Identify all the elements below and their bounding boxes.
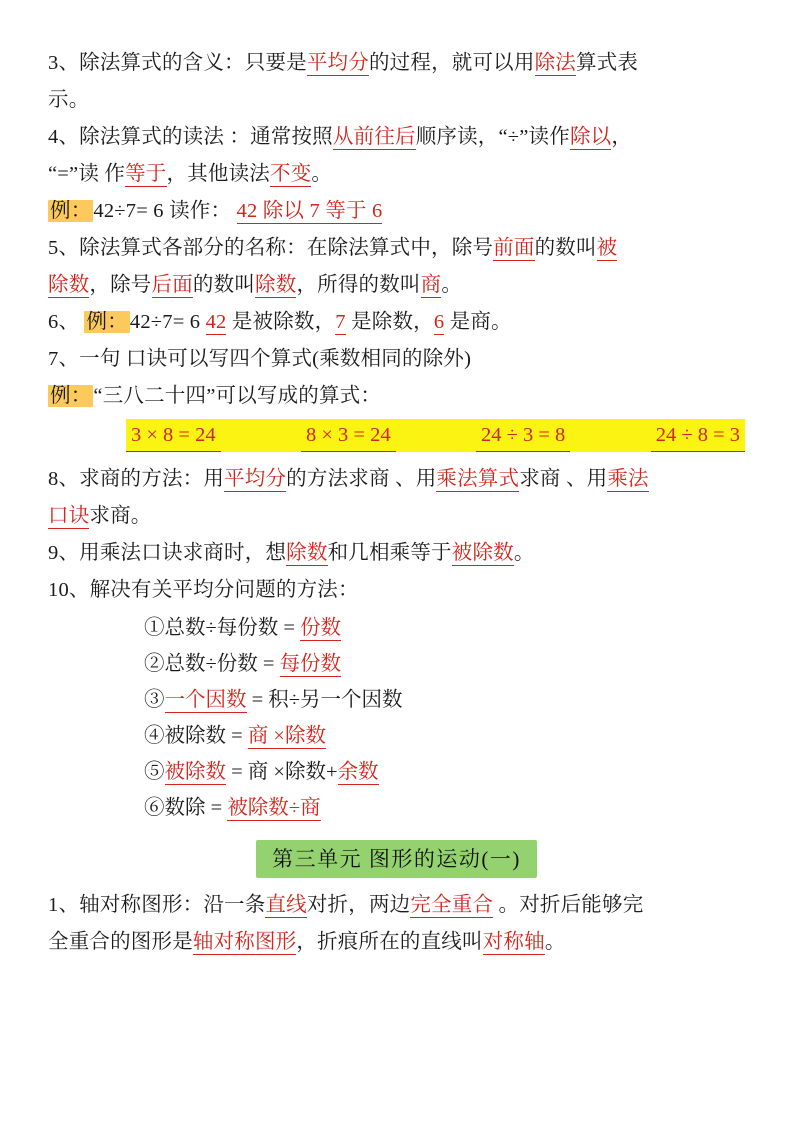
text-line <box>48 46 745 80</box>
text-line <box>48 268 745 302</box>
text-span: 和几相乘等于 <box>327 542 452 564</box>
text-span: 被除数÷商 <box>227 797 321 819</box>
text-span: “三八二十四”可以写成的算式： <box>93 385 382 407</box>
text-span: 被 <box>596 237 618 259</box>
text-span: ②总数÷份数 = <box>144 653 280 675</box>
text-span: ⑤ <box>144 761 165 783</box>
text-span: 的方法求商 、用 <box>286 468 437 490</box>
text-span: 平均分 <box>306 52 369 74</box>
text-span: 示。 <box>48 89 90 111</box>
equation-cell: 3 × 8 = 24 <box>126 419 221 452</box>
text-line <box>48 925 745 959</box>
text-line <box>48 342 745 376</box>
example-line <box>48 379 745 413</box>
text-span: = 商 ×除数+ <box>226 761 338 783</box>
text-span: 对折，两边 <box>306 894 411 916</box>
equation-gap <box>221 419 301 452</box>
example-line <box>48 305 745 339</box>
text-span: 口诀 <box>48 505 90 527</box>
text-span: 7、一句 口诀可以写四个算式(乘数相同的除外) <box>48 348 472 370</box>
text-span: 。 <box>441 274 463 296</box>
text-span: 算式表 <box>575 52 639 74</box>
text-span: = 积÷另一个因数 <box>246 689 403 711</box>
text-span: 不变 <box>270 163 312 185</box>
text-span: 的过程，就可以用 <box>368 52 535 74</box>
text-line <box>48 120 745 154</box>
text-span: 例： <box>50 200 92 222</box>
text-span: 7 <box>335 311 346 333</box>
example-line <box>48 194 745 228</box>
text-span: 42 <box>205 311 227 333</box>
text-span: 。 <box>513 542 535 564</box>
text-span: 42÷7= 6 读作： <box>93 200 237 222</box>
text-span: 求商 、用 <box>519 468 608 490</box>
text-span: 。 <box>311 163 333 185</box>
text-line <box>48 83 745 117</box>
text-span: ，其他读法 <box>166 163 270 185</box>
text-span: 被除数 <box>164 761 226 783</box>
text-line <box>48 462 745 496</box>
text-line <box>48 536 745 570</box>
equation-cell: 8 × 3 = 24 <box>301 419 396 452</box>
text-span: 乘法 <box>607 468 649 490</box>
text-span: 。对折后能够完 <box>493 894 644 916</box>
text-span: 6、 <box>48 311 85 333</box>
text-span: 等于 <box>125 163 167 185</box>
formula-line <box>48 718 745 754</box>
formula-line <box>48 646 745 682</box>
text-span: ，所得的数叫 <box>296 274 421 296</box>
text-span: 除数 <box>48 274 90 296</box>
text-span: 10、解决有关平均分问题的方法： <box>48 579 359 601</box>
text-span: ①总数÷每份数 = <box>144 617 301 639</box>
text-span: 每份数 <box>279 653 342 675</box>
unit-heading <box>48 840 745 878</box>
text-span: 的数叫 <box>534 237 597 259</box>
equation-gap <box>396 419 476 452</box>
text-line <box>48 499 745 533</box>
text-span: 6 <box>433 311 445 333</box>
text-span: 3、除法算式的含义：只要是 <box>48 52 307 74</box>
text-span: 42÷7= 6 <box>129 311 206 333</box>
text-span: 轴对称图形 <box>192 931 297 953</box>
text-line <box>48 231 745 265</box>
formula-line <box>48 682 745 718</box>
text-span: 完全重合 <box>410 894 494 916</box>
text-span: 从前往后 <box>332 126 416 148</box>
equation-cell: 24 ÷ 3 = 8 <box>476 419 570 452</box>
text-span: “=”读 作 <box>48 163 126 185</box>
text-span: 前面 <box>493 237 535 259</box>
text-span: ③ <box>144 689 165 711</box>
text-span: ，除号 <box>89 274 152 296</box>
text-span: 全重合的图形是 <box>48 931 193 953</box>
text-span: 商 ×除数 <box>247 725 326 747</box>
text-span: 9、用乘法口诀求商时，想 <box>48 542 287 564</box>
text-span: 5、除法算式各部分的名称：在除法算式中，除号 <box>48 237 494 259</box>
text-span: 1、轴对称图形：沿一条 <box>48 894 266 916</box>
text-span: 份数 <box>300 617 342 639</box>
text-span: 对称轴 <box>482 931 545 953</box>
formula-line <box>48 790 745 826</box>
text-span: 8、求商的方法：用 <box>48 468 225 490</box>
text-line <box>48 157 745 191</box>
text-span: 例： <box>86 311 128 333</box>
text-span: 例： <box>50 385 92 407</box>
formula-line <box>48 754 745 790</box>
text-span: ④被除数 = <box>144 725 248 747</box>
text-span: ⑥数除 = <box>144 797 228 819</box>
text-span: 是被除数， <box>226 311 336 333</box>
text-line <box>48 888 745 922</box>
equation-gap <box>570 419 650 452</box>
text-span: 余数 <box>337 761 379 783</box>
text-span: 是除数， <box>345 311 434 333</box>
text-span: 除数 <box>255 274 297 296</box>
text-span: 被除数 <box>451 542 514 564</box>
text-span: ，折痕所在的直线叫 <box>296 931 483 953</box>
text-span: 42 除以 7 等于 6 <box>236 200 383 222</box>
text-span: 后面 <box>151 274 193 296</box>
text-span: 直线 <box>265 894 307 916</box>
text-span: 是商。 <box>444 311 512 333</box>
equation-row <box>48 419 745 452</box>
unit-heading-label: 第三单元 图形的运动(一) <box>256 840 537 878</box>
text-span: 除以 <box>569 126 612 148</box>
text-span: 顺序读，“÷”读作 <box>415 126 570 148</box>
text-span: 一个因数 <box>164 689 247 711</box>
text-span: 4、除法算式的读法 ：通常按照 <box>48 126 333 148</box>
text-line <box>48 573 745 607</box>
text-span: 。 <box>544 931 566 953</box>
text-span: 的数叫 <box>192 274 256 296</box>
formula-line <box>48 610 745 646</box>
text-span: 平均分 <box>224 468 287 490</box>
text-span: ， <box>611 126 633 148</box>
text-span: 求商。 <box>89 505 152 527</box>
text-span: 除数 <box>286 542 328 564</box>
text-span: 商 <box>420 274 442 296</box>
text-span: 乘法算式 <box>436 468 520 490</box>
equation-cell: 24 ÷ 8 = 3 <box>651 419 745 452</box>
text-span: 除法 <box>534 52 576 74</box>
